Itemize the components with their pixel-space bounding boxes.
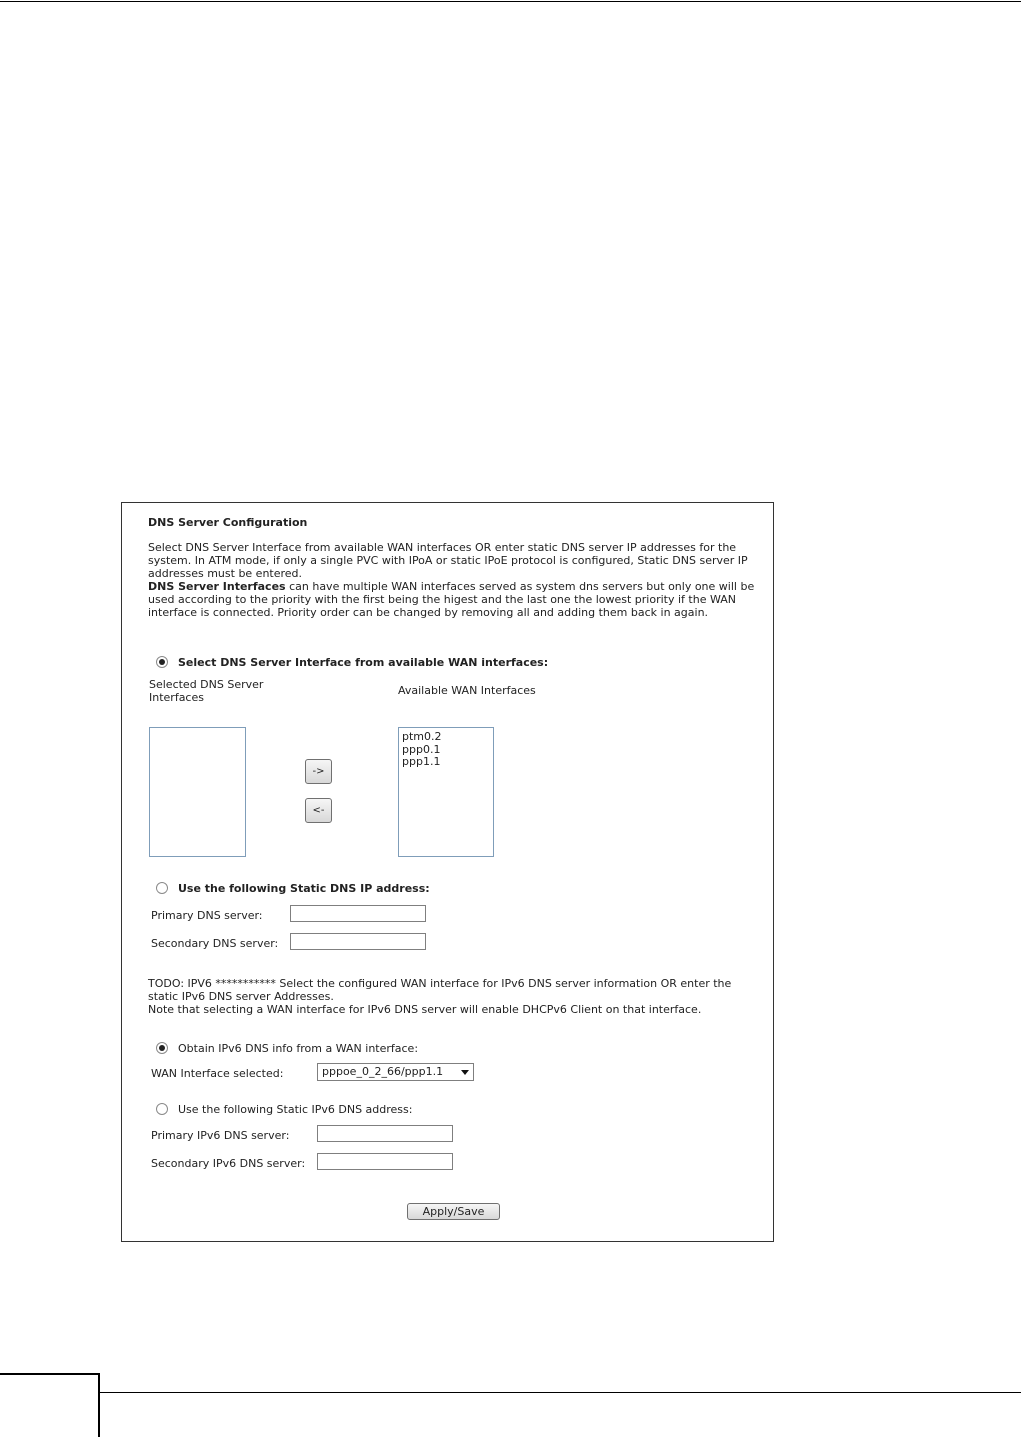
- intro-line-rest: can have multiple WAN interfaces served as system dns servers but only one will be: [285, 580, 755, 593]
- radio-static-dns-label: Use the following Static DNS IP address:: [178, 882, 430, 895]
- selected-header-line: Interfaces: [149, 691, 204, 704]
- primary-ipv6-input[interactable]: [317, 1125, 453, 1142]
- apply-save-button[interactable]: Apply/Save: [407, 1203, 500, 1220]
- selected-interfaces-header: [149, 678, 263, 704]
- primary-dns-label: Primary DNS server:: [151, 909, 263, 922]
- page-number-box: [0, 1373, 100, 1437]
- radio-static-dns[interactable]: [156, 882, 168, 894]
- intro-bold-term: DNS Server Interfaces: [148, 580, 286, 593]
- selected-header-line: Selected DNS Server: [149, 678, 264, 691]
- radio-select-interface-label: Select DNS Server Interface from available WAN interfaces:: [178, 656, 549, 669]
- list-item[interactable]: ptm0.2: [402, 730, 442, 743]
- intro-line: addresses must be entered.: [148, 567, 303, 580]
- intro-line: used according to the priority with the first being the higest and the last one the lowest priority if the WAN: [148, 593, 736, 606]
- remove-interface-button[interactable]: <-: [305, 798, 332, 823]
- intro-text: [148, 541, 763, 619]
- intro-line: Select DNS Server Interface from available WAN interfaces OR enter static DNS server IP addresses for the: [148, 541, 737, 554]
- ipv6-note: [148, 977, 763, 1016]
- radio-static-ipv6[interactable]: [156, 1103, 168, 1115]
- available-interfaces-header: Available WAN Interfaces: [398, 684, 536, 697]
- add-interface-button[interactable]: ->: [305, 759, 332, 784]
- radio-select-interface[interactable]: [156, 656, 168, 668]
- selected-interfaces-list[interactable]: [149, 727, 246, 857]
- dns-config-panel: [121, 502, 774, 1242]
- list-item[interactable]: ppp1.1: [402, 755, 441, 768]
- secondary-ipv6-label: Secondary IPv6 DNS server:: [151, 1157, 306, 1170]
- primary-ipv6-label: Primary IPv6 DNS server:: [151, 1129, 290, 1142]
- ipv6-note-line: static IPv6 DNS server Addresses.: [148, 990, 334, 1003]
- wan-interface-selected-value: pppoe_0_2_66/ppp1.1: [322, 1065, 444, 1078]
- wan-interface-select[interactable]: [317, 1063, 474, 1081]
- page-title: DNS Server Configuration: [148, 516, 308, 529]
- intro-line: system. In ATM mode, if only a single PVC with IPoA or static IPoE protocol is configured, Static DNS server IP: [148, 554, 748, 567]
- ipv6-note-line: Note that selecting a WAN interface for IPv6 DNS server will enable DHCPv6 Client on that interface.: [148, 1003, 702, 1016]
- footer-rule: [100, 1392, 1021, 1393]
- intro-line: interface is connected. Priority order can be changed by removing all and adding them back in again.: [148, 606, 709, 619]
- radio-obtain-ipv6-label: Obtain IPv6 DNS info from a WAN interface:: [178, 1042, 419, 1055]
- radio-static-ipv6-label: Use the following Static IPv6 DNS address:: [178, 1103, 413, 1116]
- available-interfaces-list[interactable]: [398, 727, 494, 857]
- list-item[interactable]: ppp0.1: [402, 742, 441, 756]
- header-rule: [0, 1, 1021, 2]
- intro-line: [148, 580, 763, 593]
- chevron-down-icon: [461, 1070, 469, 1075]
- secondary-ipv6-input[interactable]: [317, 1153, 453, 1170]
- secondary-dns-label: Secondary DNS server:: [151, 937, 279, 950]
- ipv6-note-line: TODO: IPV6 *********** Select the configured WAN interface for IPv6 DNS server information OR enter the: [148, 977, 732, 990]
- primary-dns-input[interactable]: [290, 905, 426, 922]
- secondary-dns-input[interactable]: [290, 933, 426, 950]
- wan-interface-label: WAN Interface selected:: [151, 1067, 284, 1080]
- radio-obtain-ipv6[interactable]: [156, 1042, 168, 1054]
